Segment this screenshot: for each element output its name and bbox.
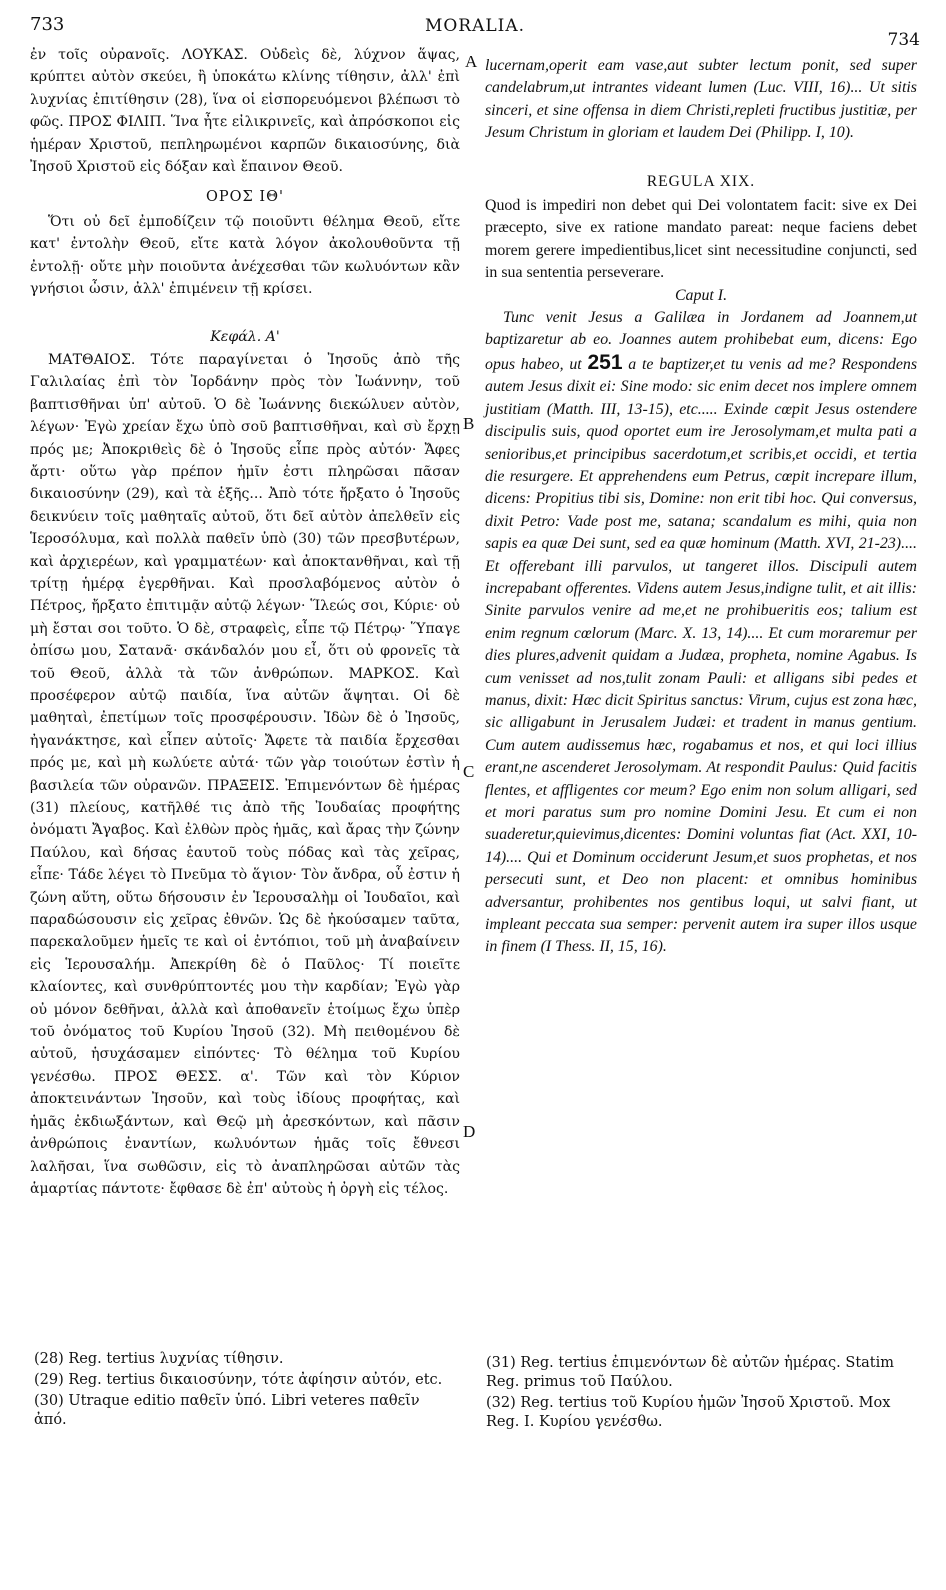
greek-opening-paragraph: ἐν τοῖς οὐρανοῖς. ΛΟΥΚΑΣ. Οὐδεὶς δὲ, λύχνον ἅψας, κρύπτει αὐτὸν σκεύει, ἢ ὑποκάτω κλίνης τίθησιν, ἀλλ' ἐπὶ λυχνίας ἐπιτίθησιν (28), ἵνα οἱ εἰσπορευόμενοι βλέπωσι τὸ φῶς. ΠΡΟΣ ΦΙΛΙΠ. Ἵνα ἦτε εἰλικρινεῖς, καὶ ἀπρόσκοποι εἰς ἡμέραν Χριστοῦ, πεπληρωμένοι καρπῶν δικαιοσύνης, διὰ Ἰησοῦ Χριστοῦ εἰς δόξαν καὶ ἔπαινον Θεοῦ.: [30, 47, 460, 176]
footnote-32: (32) Reg. tertius τοῦ Κυρίου ἡμῶν Ἰησοῦ Χριστοῦ. Mox Reg. I. Κυρίου γενέσθω.: [486, 1395, 891, 1430]
margin-letter-c: C: [463, 762, 475, 781]
page-number-left: 733: [30, 14, 65, 35]
footnote-30: (30) Utraque editio παθεῖν ὑπό. Libri veteres παθεῖν ἀπό.: [34, 1393, 420, 1428]
latin-opening-paragraph: lucernam,operit eam vase,aut subter lectum ponit, sed super candelabrum,ut intrantes videant lumen (Luc. VIII, 16)... Ut sitis sinceri, et sine offensa in diem Christi,repleti fructibus justitiæ, per Jesum Christum in gloriam et laudem Dei (Philipp. I, 10).: [485, 57, 917, 142]
greek-rule-text: Ὅτι οὐ δεῖ ἐμποδίζειν τῷ ποιοῦντι θέλημα Θεοῦ, εἴτε κατ' ἐντολὴν Θεοῦ, εἴτε κατὰ λόγον ἀκολουθοῦντα τῇ ἐντολῇ· οὔτε μὴν ποιοῦντα ἀνέχεσθαι τῶν κωλυόντων κἂν γνήσιοι ὦσιν, ἀλλ' ἐπιμένειν τῇ κρίσει.: [30, 213, 460, 298]
page-marker-number: 251: [587, 350, 623, 374]
latin-body-part-b: a te baptizer,et tu venis ad me? Respondens autem Jesus dixit ei: Sine modo: sic enim decet nos implere omnem justitiam (Matth. III, 13-15), etc..... Exinde cœpit Jesus ostendere discipulis suis, quod oportet eum ire Jerosolymam,et multa pati a senioribus,et principibus sacerdotum,et scribis,et occidi, et tertia die resurgere. Et apprehendens eum Petrus, cœpit increpare illum, dicens: Propitius tibi sis, Domine: non erit tibi hoc. Qui conversus, dixit Petro: Vade post me, satana; scandalum es mihi, quia non sapis ea quæ Dei sunt, sed ea quæ hominum (Matth. XVI, 21-23).... Et offerebant illi parvulos, ut tangeret illos. Discipuli autem increpabant offerentes. Videns autem Jesus,indigne tulit, et ait illis: Sinite parvulos venire ad me,et ne prohibueritis eos; talium est enim regnum cœlorum (Marc. X. 13, 14).... Et cum moraremur per dies plures,advenit quidam a Judæa, propheta, nomine Agabus. Is cum venisset ad nos,tulit zonam Pauli: et alligans sibi pedes et manus, dixit: Hæc dicit Spiritus sanctus: Virum, cujus est zona hæc, sic alligabunt in Jerusalem Judæi: et tradent in manus gentium. Cum autem audissemus hæc, rogabamus et nos, et qui loci illius erant,ne ascenderet Jerosolymam. At respondit Paulus: Quid facitis flentes, et affligentes cor meum? Ego enim non solum alligari, sed et mori paratus sum pro nomine Domini Jesu. Et cum ei non suaderetur,quievimus,dicentes: Domini voluntas fiat (Act. XXI, 10-14).... Qui et Dominum occiderunt Jesum,et suos prophetas, et nos persecuti sunt, et Deo non placent: et omnibus hominibus adversantur, prohibentes nos gentibus loqui, ut salvi fiant, ut impleant peccata sua semper: pervenit autem ira super illos usque in finem (I Thess. II, 15, 16).: [485, 355, 917, 956]
footnote-29: (29) Reg. tertius δικαιοσύνην, τότε ἀφίησιν αὐτόν, etc.: [34, 1372, 443, 1388]
latin-rule-heading: REGULA XIX.: [646, 172, 756, 190]
footnotes-left: [34, 1350, 454, 1432]
latin-body-text: [485, 307, 917, 959]
latin-body-part-a: Tunc venit Jesus a Galilæa in Jordanem ad Joannem,ut baptizaretur ab eo. Joannes autem prohibebat eum, dicens: Ego opus habeo, ut: [485, 309, 917, 373]
greek-chapter-heading: Κεφάλ. Α': [210, 329, 280, 346]
greek-column: [30, 44, 460, 1200]
latin-chapter-heading: Caput I.: [674, 286, 728, 304]
margin-letter-a: A: [465, 52, 478, 71]
latin-rule-text: Quod is impediri non debet qui Dei volontatem facit: sive ex Dei præcepto, sive ex ratione mandato pareat: neque faciens debet morem gerere impedientibus,licet sint necessitudine conjuncti, sed in sua sententia perseverare.: [485, 197, 917, 282]
latin-column: [485, 55, 917, 959]
footnote-31: (31) Reg. tertius ἐπιμενόντων δὲ αὐτῶν ἡμέρας. Statim Reg. primus τοῦ Παύλου.: [486, 1355, 895, 1390]
margin-letter-b: B: [463, 414, 475, 433]
footnote-28: (28) Reg. tertius λυχνίας τίθησιν.: [34, 1351, 284, 1367]
page-header: [30, 10, 920, 50]
footnotes-right: [486, 1354, 916, 1434]
running-title: MORALIA.: [424, 16, 526, 36]
greek-rule-heading: ΟΡΟΣ ΙΘ': [206, 189, 284, 206]
greek-body-text: ΜΑΤΘΑΙΟΣ. Τότε παραγίνεται ὁ Ἰησοῦς ἀπὸ τῆς Γαλιλαίας ἐπὶ τὸν Ἰορδάνην πρὸς τὸν Ἰωάννην, τοῦ βαπτισθῆναι ὑπ' αὐτοῦ. Ὁ δὲ Ἰωάννης διεκώλυεν αὐτὸν, λέγων· Ἐγὼ χρείαν ἔχω ὑπὸ σοῦ βαπτισθῆναι, καὶ σὺ ἔρχῃ πρός με; Ἀποκριθεὶς δὲ ὁ Ἰησοῦς εἶπε πρὸς αὐτόν· Ἄφες ἄρτι· οὕτω γὰρ πρέπον ἡμῖν ἐστι πληρῶσαι πᾶσαν δικαιοσύνην (29), καὶ τὰ ἑξῆς... Ἀπὸ τότε ἤρξατο ὁ Ἰησοῦς δεικνύειν τοῖς μαθηταῖς αὐτοῦ, ὅτι δεῖ αὐτὸν ἀπελθεῖν εἰς Ἱεροσόλυμα, καὶ πολλὰ παθεῖν ὑπὸ (30) τῶν πρεσβυτέρων, καὶ ἀρχιερέων, καὶ γραμματέων· καὶ ἀποκτανθῆναι, καὶ τῇ τρίτῃ ἡμέρᾳ ἐγερθῆναι. Καὶ προσλαβόμενος αὐτὸν ὁ Πέτρος, ἤρξατο ἐπιτιμᾷν αὐτῷ λέγων· Ἵλεώς σοι, Κύριε· οὐ μὴ ἔσται σοι τοῦτο. Ὁ δὲ, στραφεὶς, εἶπε τῷ Πέτρῳ· Ὕπαγε ὀπίσω μου, Σατανᾶ· σκάνδαλόν μου εἶ, ὅτι οὐ φρονεῖς τὰ τοῦ Θεοῦ, ἀλλὰ τὰ τῶν ἀνθρώπων. ΜΑΡΚΟΣ. Καὶ προσέφερον αὐτῷ παιδία, ἵνα αὐτῶν ἅψηται. Οἱ δὲ μαθηταὶ, ἐπετίμων τοῖς προσφέρουσιν. Ἰδὼν δὲ ὁ Ἰησοῦς, ἠγανάκτησε, καὶ εἶπεν αὐτοῖς· Ἄφετε τὰ παιδία ἔρχεσθαι πρός με, καὶ μὴ κωλύετε αὐτά· τῶν γὰρ τοιούτων ἐστὶν ἡ βασιλεία τῶν οὐρανῶν. ΠΡΑΞΕΙΣ. Ἐπιμενόντων δὲ ἡμέρας (31) πλείους, κατῆλθέ τις ἀπὸ τῆς Ἰουδαίας προφήτης ὀνόματι Ἄγαβος. Καὶ ἐλθὼν πρὸς ἡμᾶς, καὶ ἄρας τὴν ζώνην Παύλου, καὶ δήσας ἑαυτοῦ τοὺς πόδας καὶ τὰς χεῖρας, εἶπε· Τάδε λέγει τὸ Πνεῦμα τὸ ἅγιον· Τὸν ἄνδρα, οὗ ἐστιν ἡ ζώνη αὕτη, οὕτω δήσουσιν ἐν Ἱερουσαλὴμ οἱ Ἰουδαῖοι, καὶ παραδώσουσιν εἰς χεῖρας ἐθνῶν. Ὡς δὲ ἠκούσαμεν ταῦτα, παρεκαλοῦμεν ἡμεῖς τε καὶ οἱ ἐντόπιοι, τοῦ μὴ ἀναβαίνειν εἰς Ἱερουσαλήμ. Ἀπεκρίθη δὲ ὁ Παῦλος· Τί ποιεῖτε κλαίοντες, καὶ συνθρύπτοντές μου τὴν καρδίαν; Ἐγὼ γὰρ οὐ μόνον δεθῆναι, ἀλλὰ καὶ ἀποθανεῖν ἑτοίμως ἔχω ὑπὲρ τοῦ ὀνόματος τοῦ Κυρίου Ἰησοῦ (32). Μὴ πειθομένου δὲ αὐτοῦ, ἡσυχάσαμεν εἰπόντες· Τὸ θέλημα τοῦ Κυρίου γενέσθω. ΠΡΟΣ ΘΕΣΣ. α'. Τῶν καὶ τὸν Κύριον ἀποκτεινάντων Ἰησοῦν, καὶ τοὺς ἰδίους προφήτας, καὶ ἡμᾶς ἐκδιωξάντων, καὶ Θεῷ μὴ ἀρεσκόντων, καὶ πᾶσιν ἀνθρώποις ἐναντίων, κωλυόντων ἡμᾶς τοῖς ἔθνεσι λαλῆσαι, ἵνα σωθῶσιν, εἰς τὸ ἀναπληρῶσαι αὐτῶν τὰς ἁμαρτίας πάντοτε· ἔφθασε δὲ ἐπ' αὐτοὺς ἡ ὀργὴ εἰς τέλος.: [30, 351, 460, 1197]
margin-letter-d: D: [463, 1122, 476, 1141]
page-number-right: 734: [887, 30, 920, 50]
